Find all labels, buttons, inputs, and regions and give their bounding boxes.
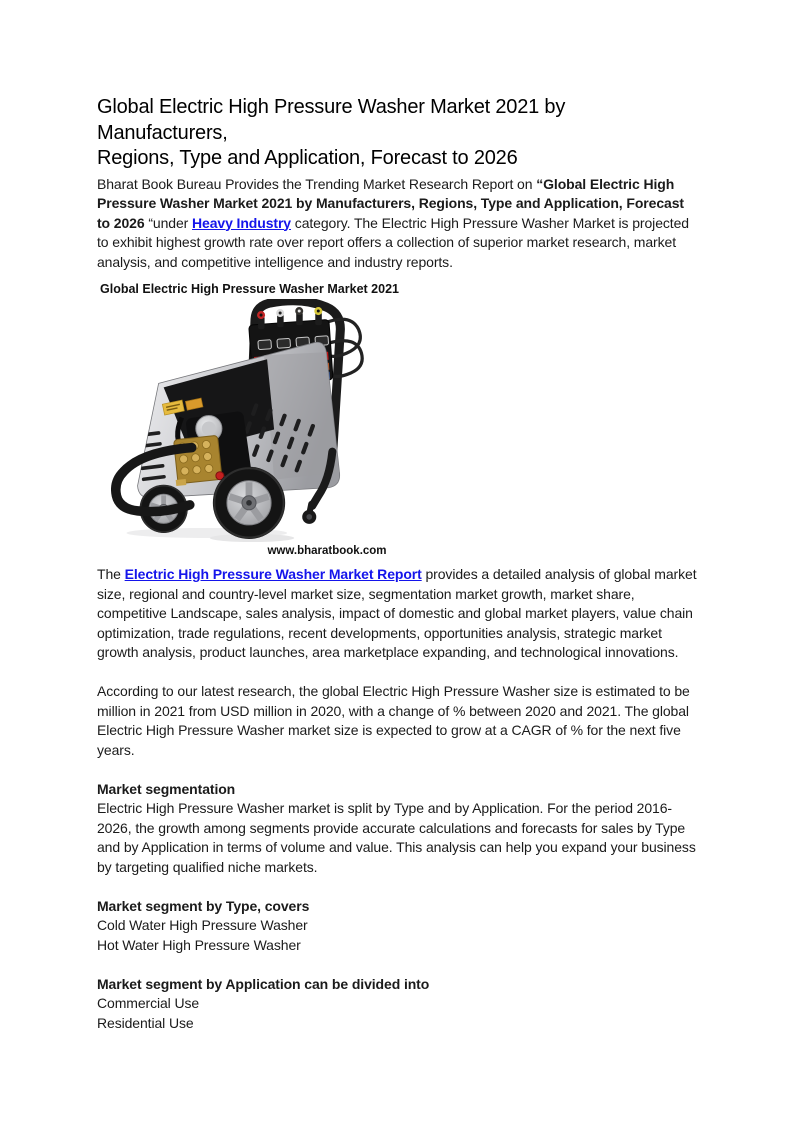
market-report-link[interactable]: Electric High Pressure Washer Market Report: [124, 566, 422, 582]
paragraph-spacer: [97, 955, 697, 975]
pressure-washer-image: [111, 299, 383, 542]
application-item-commercial: Commercial Use: [97, 995, 200, 1011]
report-text-post: provides a detailed analysis of global market size, regional and country-level market size, segmentation market growth, market share, competitive Landscape, sales analysis, impact of domestic and global market players, value chain optimization, trade regulations, recent developments, opportunities analysis, strategic market growth analysis, product launches, area marketplace expanding, and technological innovations.: [97, 566, 697, 660]
intro-text-pre: Bharat Book Bureau Provides the Trending Market Research Report on: [97, 175, 537, 192]
figure-caption-top: Global Electric High Pressure Washer Market 2021: [100, 282, 399, 296]
intro-text-post: category. The Electric High Pressure Washer Market is projected to exhibit highest growth rate over report offers a collection of superior market research, market analysis, and competitive intelligence and industry reports.: [97, 214, 689, 270]
page-title-line1: Global Electric High Pressure Washer Market 2021 by Manufacturers,: [97, 96, 566, 144]
report-paragraph: [97, 565, 697, 663]
figure: [97, 299, 697, 543]
heavy-industry-link[interactable]: Heavy Industry: [192, 214, 291, 231]
page-title-line2: Regions, Type and Application, Forecast to 2026: [97, 147, 518, 169]
type-segment-heading: Market segment by Type, covers: [97, 897, 310, 914]
type-item-cold-water: Cold Water High Pressure Washer: [97, 917, 308, 933]
figure-caption-source: www.bharatbook.com: [267, 545, 387, 557]
rear-wheel: [213, 467, 285, 539]
research-paragraph: According to our latest research, the global Electric High Pressure Washer size is estimated to be million in 2021 from USD million in 2020, with a change of % between 2020 and 2021. The global Electric High Pressure Washer market size is expected to grow at a CAGR of % for the next five years.: [97, 683, 690, 758]
application-item-residential: Residential Use: [97, 1014, 194, 1031]
paragraph-spacer: [97, 877, 697, 897]
paragraph-spacer: [97, 663, 697, 683]
intro-paragraph: [97, 175, 697, 273]
page-title: [97, 95, 697, 172]
paragraph-spacer: [97, 760, 697, 780]
application-segment-heading: Market segment by Application can be divided into: [97, 975, 430, 992]
intro-report-name-bold: “Global Electric High Pressure Washer Market 2021 by Manufacturers, Regions, Type and Application, Forecast to 2026: [97, 175, 684, 231]
intro-text-mid: “under: [148, 214, 193, 231]
segmentation-paragraph: Electric High Pressure Washer market is split by Type and by Application. For the period 2016-2026, the growth among segments provide accurate calculations and forecasts for sales by Type and by Application in terms of volume and value. This analysis can help you expand your business by targeting qualified niche markets.: [97, 800, 696, 875]
type-item-hot-water: Hot Water High Pressure Washer: [97, 936, 301, 953]
report-text-pre: The: [97, 566, 125, 582]
segmentation-heading: Market segmentation: [97, 780, 236, 797]
